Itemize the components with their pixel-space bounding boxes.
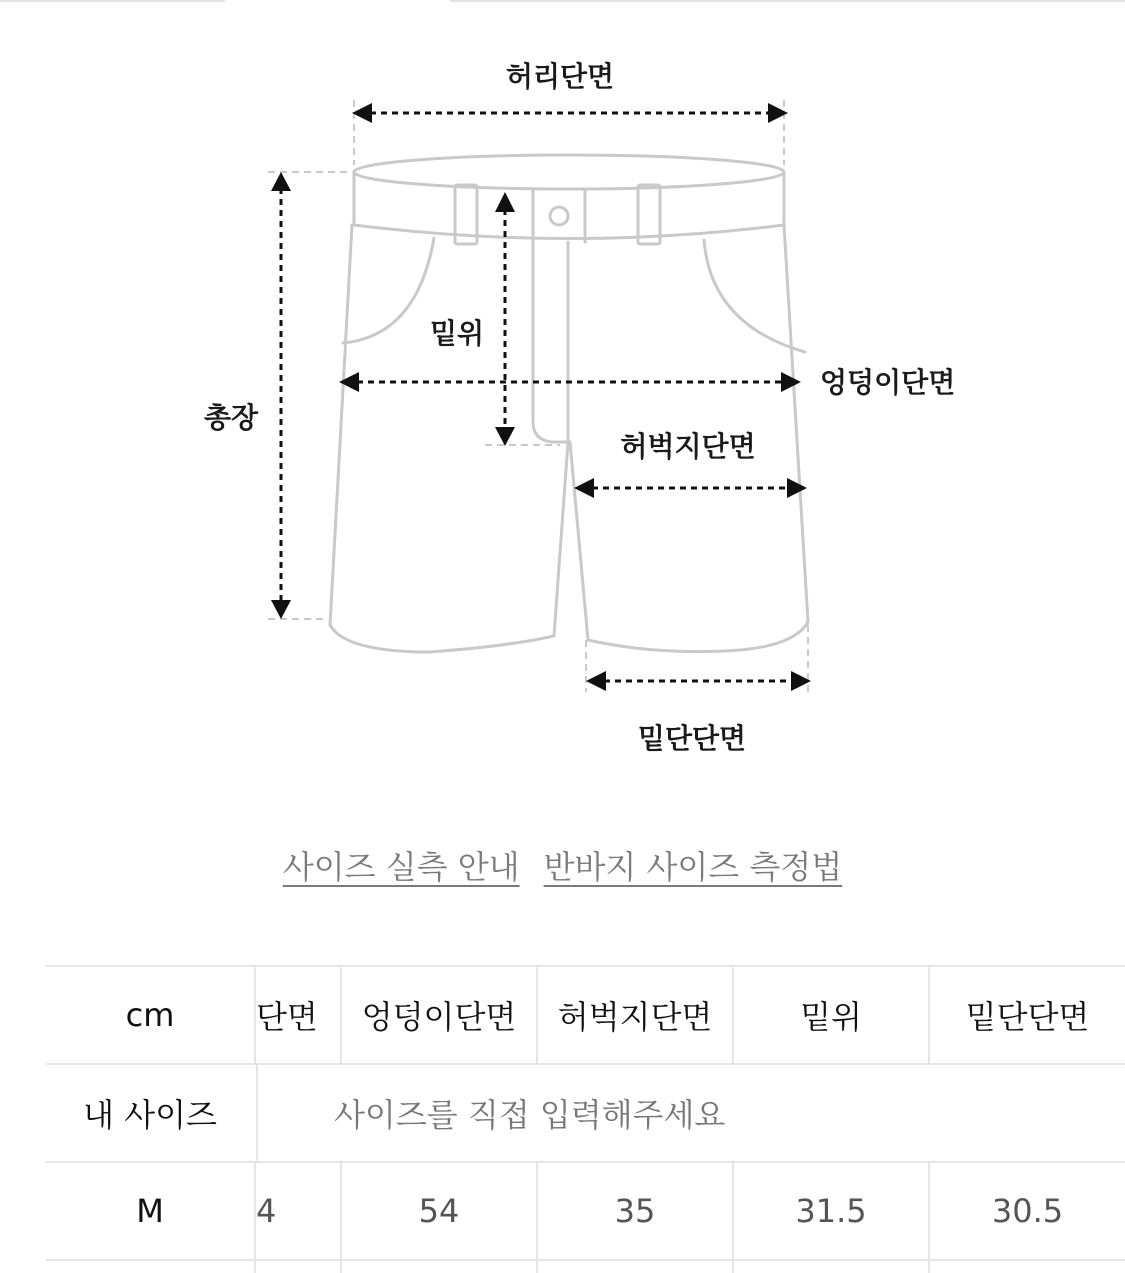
column-divider bbox=[732, 1261, 734, 1273]
table-cell: 35 bbox=[614, 1192, 656, 1230]
size-table bbox=[46, 965, 1125, 1273]
arrowhead bbox=[574, 478, 594, 498]
my-size-input[interactable]: 사이즈를 직접 입력해주세요 bbox=[256, 1065, 1125, 1161]
label-rise: 밑위 bbox=[429, 317, 485, 350]
column-divider bbox=[928, 1261, 930, 1273]
size-guide-link[interactable]: 사이즈 실측 안내 bbox=[282, 848, 520, 886]
arrowhead bbox=[495, 427, 515, 446]
column-divider bbox=[254, 1261, 256, 1273]
arrowhead bbox=[787, 478, 807, 498]
pocket-left bbox=[343, 238, 434, 343]
table-cell: 30.5 bbox=[991, 1192, 1064, 1230]
waistband-body bbox=[354, 172, 784, 239]
arrowhead bbox=[271, 172, 291, 191]
arrow-heads bbox=[271, 103, 811, 691]
column-divider bbox=[340, 1261, 342, 1273]
arrowhead bbox=[781, 372, 801, 392]
column-divider bbox=[536, 1261, 538, 1273]
column-header: 엉덩이단면 bbox=[361, 998, 517, 1036]
shorts-measure-link[interactable]: 반바지 사이즈 측정법 bbox=[543, 848, 843, 886]
arrowhead bbox=[271, 600, 291, 619]
measure-arrows bbox=[281, 113, 793, 681]
label-total-length: 총장 bbox=[203, 401, 259, 434]
arrowhead bbox=[586, 671, 606, 691]
label-waist: 허리단면 bbox=[505, 60, 615, 93]
column-header: 밑위 bbox=[800, 998, 862, 1036]
label-thigh: 허벅지단면 bbox=[620, 430, 756, 463]
table-header-row bbox=[46, 965, 1125, 1063]
shorts-outline bbox=[330, 155, 808, 652]
table-cell: 4 bbox=[256, 1192, 277, 1230]
arrowhead bbox=[495, 192, 515, 212]
waistband-top bbox=[354, 155, 784, 189]
table-row bbox=[46, 1259, 1125, 1273]
table-cell: 31.5 bbox=[795, 1192, 867, 1230]
column-header: 허벅지단면 bbox=[557, 998, 713, 1036]
column-header: 단면 bbox=[256, 998, 318, 1036]
fly-stitch bbox=[533, 242, 568, 442]
label-hip: 엉덩이단면 bbox=[820, 366, 956, 399]
table-row bbox=[46, 1161, 1125, 1259]
size-label: M bbox=[136, 1192, 164, 1230]
column-header: 밑단단면 bbox=[965, 998, 1090, 1036]
unit-label: cm bbox=[125, 996, 175, 1034]
label-hem: 밑단단면 bbox=[637, 722, 747, 755]
my-size-row bbox=[46, 1063, 1125, 1161]
my-size-label: 내 사이즈 bbox=[83, 1096, 217, 1134]
waist-button bbox=[550, 207, 568, 225]
table-cell: 54 bbox=[418, 1192, 460, 1230]
size-guide-links bbox=[0, 842, 1125, 888]
